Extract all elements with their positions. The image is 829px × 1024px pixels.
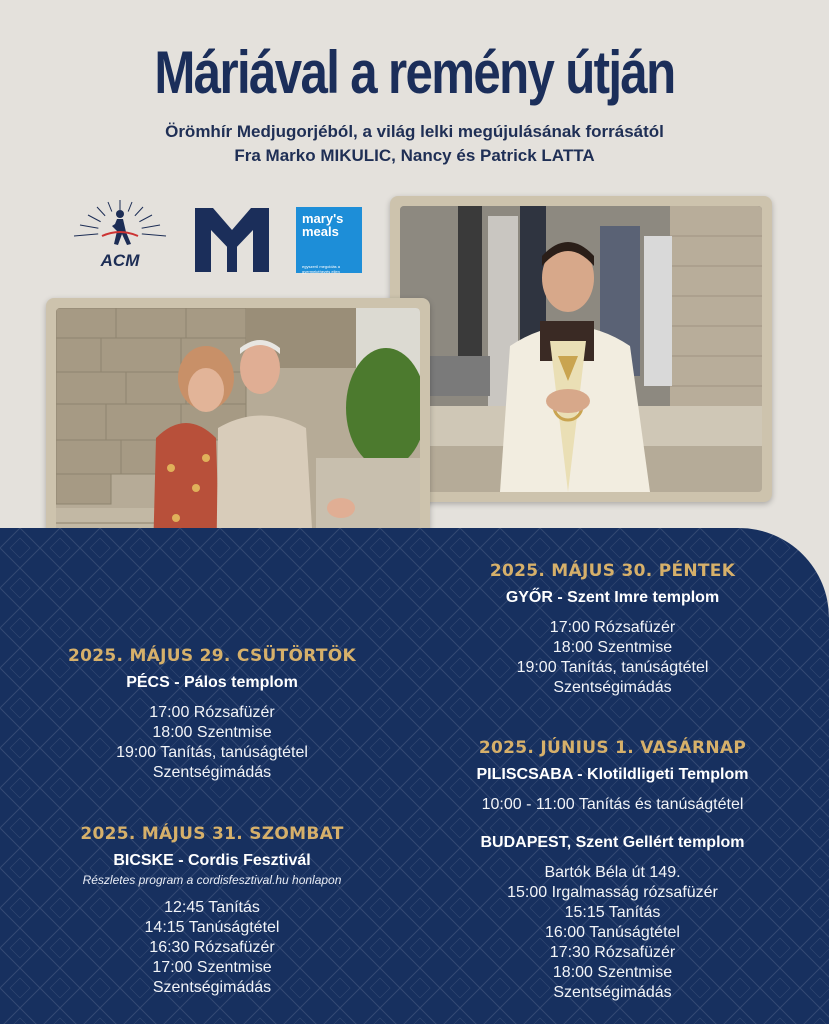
event-june-1 — [440, 738, 785, 815]
event-place: BICSKE - Cordis Fesztivál — [113, 852, 311, 869]
schedule-line: 15:00 Irgalmasság rózsafüzér — [507, 884, 718, 901]
schedule-line: 19:00 Tanítás, tanúságtétel — [116, 744, 308, 761]
event-place: PILISCSABA - Klotildligeti Templom — [476, 766, 749, 783]
schedule-line: Szentségimádás — [152, 979, 272, 996]
schedule-line: 17:00 Rózsafüzér — [549, 619, 676, 636]
event-place: BUDAPEST, Szent Gellért templom — [480, 834, 745, 851]
event-may-29 — [42, 646, 382, 783]
marys-meals-tagline: egyszerű megoldás a gyermekéhezés ellen — [302, 264, 341, 274]
event-place: GYŐR - Szent Imre templom — [505, 589, 720, 606]
schedule-line: Bartók Béla út 149. — [544, 864, 681, 881]
marys-meals-logo — [296, 207, 362, 273]
schedule-line: 16:30 Rózsafüzér — [149, 939, 275, 956]
event-date: 2025. JÚNIUS 1. VASÁRNAP — [478, 738, 747, 758]
page-title: Máriával a remény útján — [154, 39, 675, 106]
subtitle-source: Örömhír Medjugorjéból, a világ lelki megújulásának forrásától — [165, 122, 664, 141]
schedule-line: Szentségimádás — [152, 764, 272, 781]
marys-meals-name: mary's meals — [302, 211, 344, 239]
schedule-line: 17:00 Rózsafüzér — [149, 704, 275, 721]
m-organisation-logo — [193, 204, 271, 274]
subtitle-speakers: Fra Marko MIKULIC, Nancy és Patrick LATTA — [234, 146, 595, 165]
schedule-line: 19:00 Tanítás, tanúságtétel — [516, 659, 709, 676]
schedule-line: 18:00 Szentmise — [152, 724, 272, 741]
acm-logo-text: ACM — [100, 251, 140, 270]
schedule-line: 17:00 Szentmise — [152, 959, 272, 976]
schedule-line: 12:45 Tanítás — [164, 899, 260, 916]
priest-photo — [390, 196, 772, 502]
schedule-line: 16:00 Tanúságtétel — [545, 924, 680, 941]
event-date: 2025. MÁJUS 30. PÉNTEK — [489, 561, 736, 581]
event-date: 2025. MÁJUS 31. SZOMBAT — [80, 824, 344, 844]
event-may-31 — [20, 824, 404, 998]
acm-logo — [68, 196, 172, 274]
schedule-line: 18:00 Szentmise — [552, 964, 673, 981]
schedule-line: 15:15 Tanítás — [564, 904, 661, 921]
event-note: Részletes program a cordisfesztival.hu honlapon — [82, 873, 342, 887]
schedule-line: Szentségimádás — [553, 679, 672, 696]
event-budapest — [440, 834, 785, 1003]
schedule-line: Szentségimádás — [553, 984, 672, 1001]
event-may-30 — [440, 561, 785, 698]
schedule-line: 10:00 - 11:00 Tanítás és tanúságtétel — [481, 796, 744, 813]
schedule-line: 17:30 Rózsafüzér — [549, 944, 676, 961]
event-place: PÉCS - Pálos templom — [126, 674, 298, 691]
event-date: 2025. MÁJUS 29. CSÜTÖRTÖK — [67, 646, 357, 666]
schedule-line: 18:00 Szentmise — [552, 639, 673, 656]
schedule-line: 14:15 Tanúságtétel — [144, 919, 280, 936]
